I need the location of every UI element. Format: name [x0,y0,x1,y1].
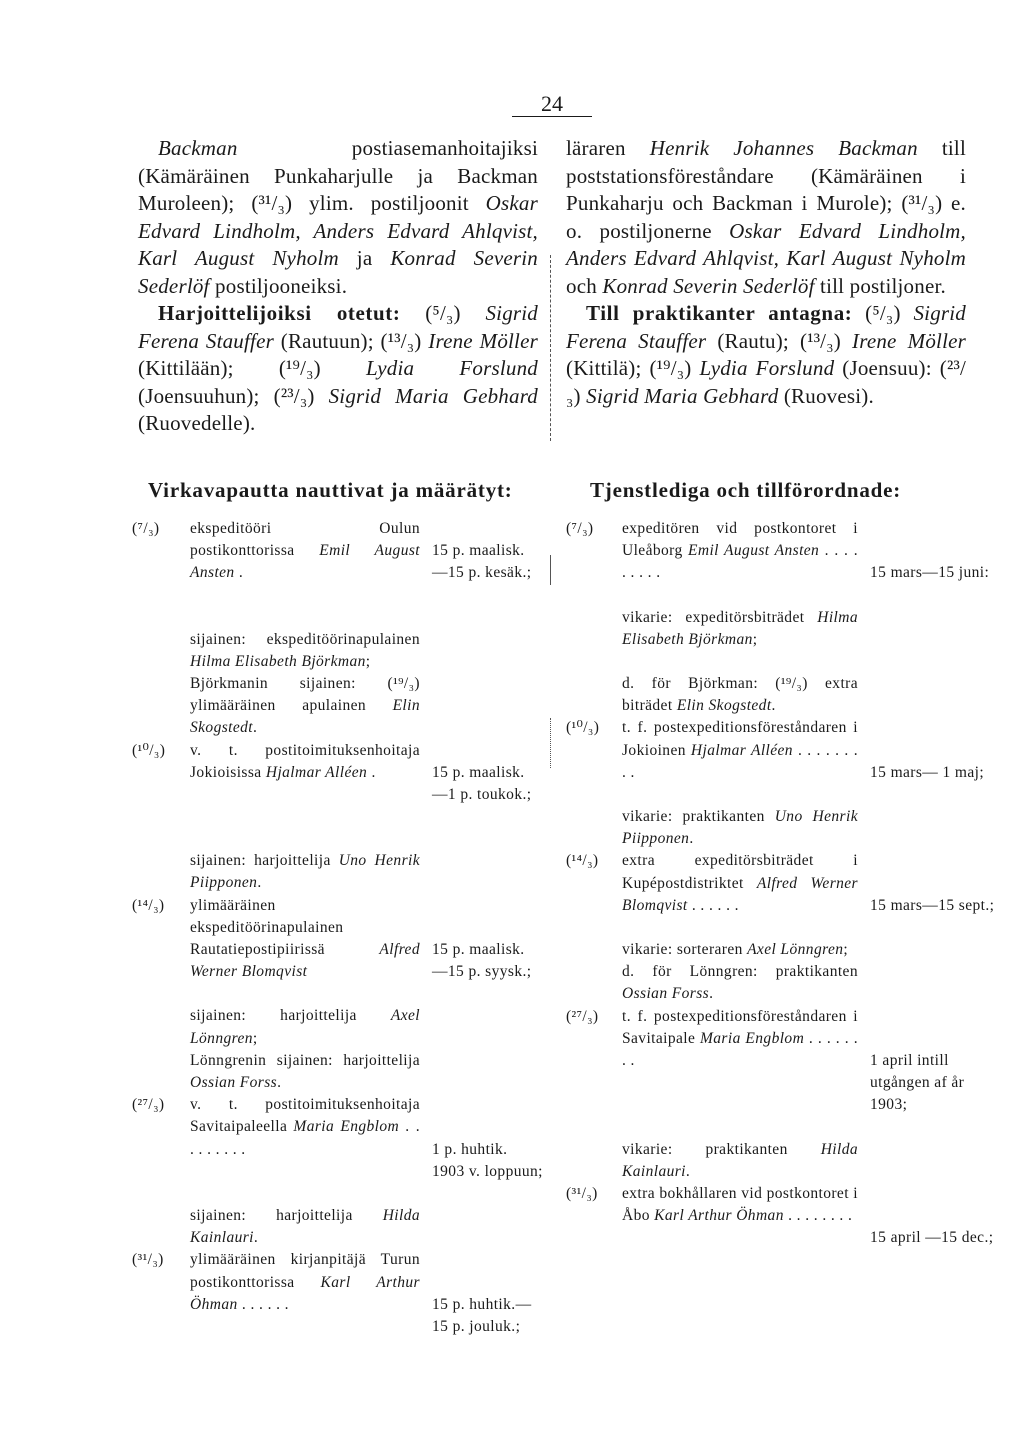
italic-name: Emil August Ansten [688,542,820,560]
italic-name: Henrik Johannes Backman [649,136,918,160]
italic-name: Konrad Severin Sederlöf [138,246,538,298]
spacer [132,1183,552,1205]
leave-entry [566,518,996,585]
leave-entry [132,1094,552,1183]
leave-entries-finnish [132,518,552,1338]
text-run: v. t. postitoimituksenhoitaja Jokioisissa [190,741,420,781]
italic-name: Elin Skogstedt [676,697,772,715]
right-paragraph-trainees [566,300,966,410]
entry-description [622,850,862,917]
italic-name: Karl Arthur Öhman [654,1207,784,1225]
entry-date: (¹⁴/₃) [566,852,599,870]
text-run: . . . . . . [687,896,739,914]
italic-name: Hilma Elisabeth Björkman [622,608,858,648]
italic-name: Ossian Forss [190,1074,278,1092]
blank-cell [566,961,622,1005]
left-paragraph-trainees [138,300,538,438]
italic-name: Emil August Ansten [190,542,420,582]
right-paragraph-appointments [566,135,966,300]
italic-name: Backman [158,136,238,160]
italic-name: Axel Lönngren [190,1007,420,1047]
text-run: . . . . . . [237,1295,289,1313]
substitute-text [622,961,862,1005]
substitute-text [622,673,862,717]
period-line [432,1094,552,1116]
text-run: till poststationsföreståndare (Kämäräinen i Punkaharju och Backman i Murole); (³¹/₃) e. o. postiljonerne [566,136,966,243]
text-run: t. f. postexpeditionsföreståndaren i Savitaipale [622,1007,858,1047]
period-line: 15 p. maalisk. [432,763,525,781]
entry-description [190,518,424,585]
text-run: ylimääräinen kirjanpitäjä Turun postikonttorissa [190,1251,420,1291]
text-run: (Ruovesi). [778,383,874,408]
text-run: postiljooneiksi. [209,273,348,298]
text-run: (Ruovedelle). [138,411,256,435]
italic-name: Irene Möller [428,328,538,353]
italic-name: Elin Skogstedt [190,697,420,737]
period-line: 15 april —15 dec.; [870,1229,994,1247]
period-line [432,917,552,939]
text-run: . [277,1074,282,1092]
leave-entry [566,1006,996,1117]
column-divider [550,255,551,441]
text-run: . [253,1229,259,1247]
entry-date: (²⁷/₃) [132,1096,165,1114]
blank-cell [132,629,190,673]
text-run: ylimääräinen ekspeditöörinapulainen Rautatiepostipiirissä [190,896,380,959]
substitute-text [622,939,862,961]
period-line [870,1205,996,1227]
italic-name: Alfred Werner Blomqvist [622,874,858,914]
spacer [566,784,996,806]
text-run: . [771,697,776,715]
blank-cell [862,1139,996,1183]
italic-name: Ossian Forss [622,985,710,1003]
entry-period [862,1183,996,1250]
text-run: (Rautuun); (¹³/₃) [273,328,429,353]
leave-entry [132,740,552,807]
period-line [432,1249,552,1271]
italic-name: Hilma Elisabeth Björkman [190,652,366,670]
text-run: (⁵/₃) [400,301,486,325]
period-line: 15 mars—15 juni: [870,564,990,582]
left-paragraph-appointments [138,135,538,300]
period-line: 15 p. huhtik.— [432,1295,532,1313]
text-run: till postiljoner. [814,273,946,298]
text-run: . [709,985,714,1003]
period-line: 1 p. huhtik. [432,1140,508,1158]
blank-cell [424,673,552,740]
text-run: ekspeditööri Oulun postikonttorissa [190,520,420,560]
substitute-entry [566,806,996,850]
text-run: och [566,273,603,298]
entry-date: (¹⁰/₃) [132,741,166,759]
page-number: 24 [512,92,592,117]
text-run: sijainen: harjoittelija [190,852,339,870]
blank-cell [862,961,996,1005]
blank-cell [862,806,996,850]
section-heading-right: Tjenstlediga och tillförordnade: [590,478,902,502]
left-trainees-lead: Harjoittelijoiksi otetut: [158,301,401,325]
entry-period [424,895,552,984]
text-run: extra expeditörsbiträdet i Kupépostdistriktet [622,852,858,892]
period-line: —15 p. syysk.; [432,963,532,981]
italic-name: Sigrid Maria Gebhard [328,383,538,408]
blank-cell [424,1005,552,1049]
text-run: ; [752,630,758,648]
blank-cell [566,673,622,717]
italic-name: Sigrid Ferena Stauffer [138,301,538,353]
blank-cell [566,806,622,850]
text-run: d. för Björkman: (¹⁹/₃) extra biträdet [622,675,858,715]
entry-description [622,1006,862,1117]
period-line [870,518,996,540]
italic-name: Hilda Kainlauri [622,1140,858,1180]
period-line [870,540,996,562]
spacer [566,917,996,939]
text-run: sijainen: ekspeditöörinapulainen [190,630,420,648]
italic-name: Alfred Werner Blomqvist [190,941,420,981]
substitute-text [622,1139,862,1183]
period-line: —15 p. kesäk.; [432,564,532,582]
substitute-text [190,1205,424,1249]
blank-cell [862,607,996,651]
period-line [870,740,996,762]
text-run: postiasemanhoitajiksi (Kämäräinen Punkaharjulle ja Backman Muroleen); (³¹/₃) ylim. postiljoonit [138,136,538,215]
substitute-entry [132,850,552,894]
period-line [432,895,552,917]
text-run: (Rautu); (¹³/₃) [706,328,853,353]
text-run: (⁵/₃) [852,301,914,325]
text-run: vikarie: expeditörsbiträdet [622,608,818,626]
blank-cell [424,1205,552,1249]
period-line: 15 mars— 1 maj; [870,763,985,781]
text-run: . [234,564,244,582]
italic-name: Karl Arthur Öhman [190,1273,420,1313]
text-run: sijainen: harjoittelija [190,1207,383,1225]
substitute-entry [132,673,552,740]
entry-date: (¹⁴/₃) [132,896,165,914]
period-line: 1 april intill utgången af år 1903; [870,1052,965,1114]
substitute-entry [132,1050,552,1094]
entry-description [190,740,424,807]
spacer [566,651,996,673]
italic-name: Oskar Edvard Lindholm, Anders Edvard Ahlqvist, Karl August Nyholm [566,218,966,270]
blank-cell [132,850,190,894]
period-line: 15 mars—15 sept.; [870,896,995,914]
substitute-text [622,607,862,651]
spacer [132,806,552,850]
substitute-entry [566,1139,996,1183]
leave-entry [132,895,552,984]
period-line [432,740,552,762]
spacer [132,983,552,1005]
text-run: . . . . . . . . [783,1207,853,1225]
blank-cell [424,1050,552,1094]
italic-name: Sigrid Maria Gebhard [586,383,779,408]
italic-name: Irene Möller [852,328,966,353]
substitute-entry [132,1005,552,1049]
substitute-text [190,850,424,894]
italic-name: Oskar Edvard Lindholm, Anders Edvard Ahlqvist, Karl August Nyholm [138,191,538,270]
right-column-text [566,135,966,410]
substitute-text [190,629,424,673]
text-run: . [257,874,262,892]
period-line: 15 p. maalisk. [432,542,525,560]
text-run: (Joensuuhun); (²³/₃) [138,383,329,408]
leave-entries-swedish [566,518,996,1250]
italic-name: Maria Engblom [293,1118,400,1136]
substitute-entry [566,673,996,717]
text-run: . [367,763,376,781]
entry-period [424,1094,552,1183]
leave-entry [566,850,996,917]
leave-entry [566,1183,996,1250]
text-run: expeditören vid postkontoret i Uleåborg [622,520,858,560]
italic-name: Uno Henrik Piipponen [622,808,858,848]
italic-name: Hjalmar Alléen [690,741,793,759]
text-run: ; [843,941,849,959]
text-run: d. för Lönngren: praktikanten [622,963,858,981]
text-run: . [689,830,694,848]
blank-cell [862,939,996,961]
entry-description [622,717,862,784]
section-heading-left: Virkavapautta nauttivat ja määrätyt: [148,478,513,502]
blank-cell [424,629,552,673]
text-run: (Joensuu): (²³/₃) [566,356,966,408]
text-run: . . . . . . . . . [622,741,858,781]
period-line: 1903 v. loppuun; [432,1162,543,1180]
italic-name: Konrad Severin Sederlöf [602,273,815,298]
leave-entry [566,717,996,784]
substitute-entry [566,961,996,1005]
entry-date: (³¹/₃) [132,1251,164,1269]
substitute-text [190,1005,424,1049]
entry-period [424,740,552,807]
text-run: vikarie: sorteraren [622,941,748,959]
entry-period [862,850,996,917]
substitute-text [622,806,862,850]
blank-cell [566,939,622,961]
text-run: . . . . . . . . . [622,542,858,582]
italic-name: Hjalmar Alléen [265,763,368,781]
text-run: v. t. postitoimituksenhoitaja Savitaipaleella [190,1096,420,1136]
period-line [870,1028,996,1050]
entry-period [862,518,996,585]
text-run: ja [338,246,391,270]
period-line [870,850,996,872]
text-run: . . . . . . . . [622,1029,858,1070]
blank-cell [132,1050,190,1094]
spacer [566,585,996,607]
text-run: extra bokhållaren vid postkontoret i Åbo [622,1185,858,1225]
text-run: (Kittilä); (¹⁹/₃) [566,356,700,380]
entry-description [622,1183,862,1250]
blank-cell [862,673,996,717]
substitute-text [190,673,424,740]
substitute-text [190,1050,424,1094]
text-run: vikarie: praktikanten [622,1140,821,1158]
entry-period [862,1006,996,1117]
text-run: Lönngrenin sijainen: harjoittelija [190,1051,420,1069]
text-run: Björkmanin sijainen: (¹⁹/₃) ylimääräinen apulainen [190,675,420,715]
entry-date: (³¹/₃) [566,1185,598,1203]
entry-period [424,518,552,585]
blank-cell [132,1005,190,1049]
leave-entry [132,1249,552,1338]
substitute-entry [566,607,996,651]
italic-name: Lydia Forslund [699,356,835,380]
entry-date: (⁷/₃) [566,520,594,537]
entry-description [190,895,424,984]
italic-name: Maria Engblom [699,1029,805,1047]
italic-name: Axel Lönngren [747,941,844,959]
right-trainees-lead: Till praktikanter antagna: [586,301,853,325]
period-line: 15 p. maalisk. [432,941,525,959]
italic-name: Uno Henrik Piipponen [190,852,420,892]
text-run: t. f. postexpeditionsföreståndaren i Jokioinen [622,719,858,759]
entry-period [862,717,996,784]
blank-cell [132,673,190,740]
blank-cell [566,1139,622,1183]
period-line [870,717,996,739]
entry-date: (⁷/₃) [132,520,160,537]
period-line [432,1116,552,1138]
text-run: . [685,1162,691,1180]
text-run: . . . . . . . . . [190,1118,420,1158]
entry-date: (¹⁰/₃) [566,719,600,737]
text-run: läraren [566,136,650,160]
entry-description [622,518,862,585]
blank-cell [424,850,552,894]
entry-date: (²⁷/₃) [566,1007,599,1025]
italic-name: Lydia Forslund [366,356,538,380]
period-line [870,873,996,895]
period-line [870,1183,996,1205]
leave-entry [132,518,552,585]
entry-period [424,1249,552,1338]
blank-cell [566,607,622,651]
entry-description [190,1249,424,1338]
period-line: 15 p. jouluk.; [432,1318,521,1336]
period-line [432,1272,552,1294]
period-line: —1 p. toukok.; [432,786,532,804]
text-run: . [253,719,258,737]
italic-name: Sigrid Ferena Stauffer [566,301,966,353]
spacer [132,585,552,629]
text-run: (Kittilään); (¹⁹/₃) [138,356,366,380]
substitute-entry [132,629,552,673]
period-line [432,518,552,540]
text-run: vikarie: praktikanten [622,808,775,826]
blank-cell [132,1205,190,1249]
period-line [870,1006,996,1028]
spacer [566,1117,996,1139]
italic-name: Hilda Kainlauri [190,1207,420,1247]
substitute-entry [132,1205,552,1249]
text-run: ; [365,652,371,670]
text-run: sijainen: harjoittelija [190,1007,391,1025]
text-run: ; [252,1029,258,1047]
substitute-entry [566,939,996,961]
entry-description [190,1094,424,1183]
left-column-text [138,135,538,438]
